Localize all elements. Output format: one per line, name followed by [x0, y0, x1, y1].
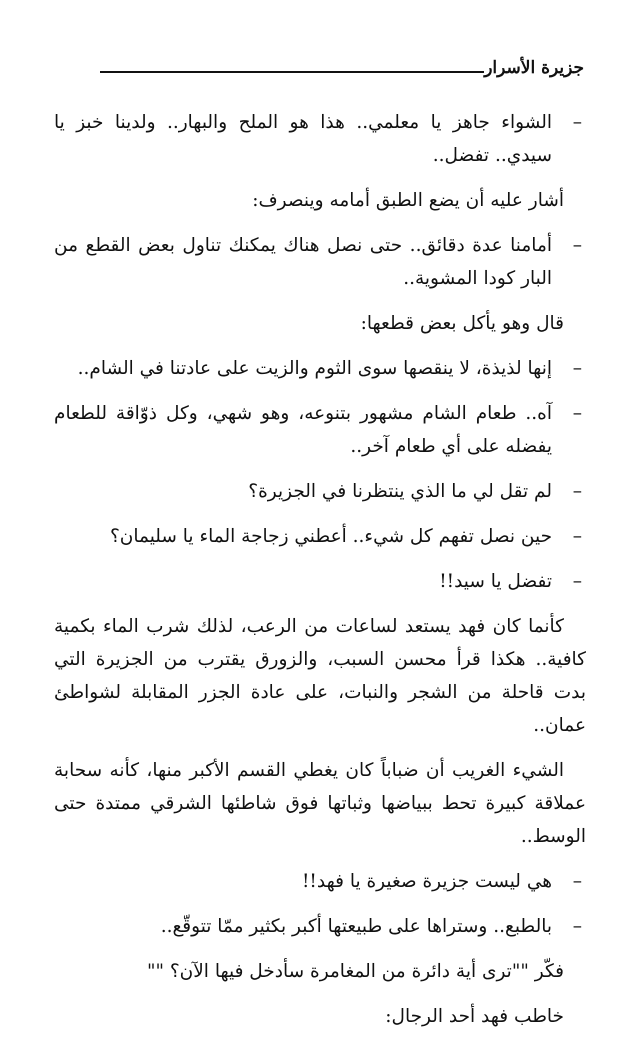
- dialogue-dash: –: [572, 571, 582, 592]
- book-title: جزيرة الأسرار: [484, 58, 584, 78]
- dialogue-line: [54, 865, 586, 898]
- dialogue-dash: –: [572, 358, 582, 379]
- dialogue-dash: –: [572, 871, 582, 892]
- header-rule: [100, 71, 484, 73]
- dialogue-text: بالطبع.. وستراها على طبيعتها أكبر بكثير ممّا تتوقّع..: [160, 916, 552, 937]
- narration-line: أشار عليه أن يضع الطبق أمامه وينصرف:: [252, 190, 564, 211]
- dialogue-text: إنها لذيذة، لا ينقصها سوى الثوم والزيت على عادتنا في الشام..: [77, 358, 552, 379]
- dialogue-dash: –: [572, 112, 582, 133]
- dialogue-text: هي ليست جزيرة صغيرة يا فهد!!: [301, 871, 552, 892]
- dialogue-dash: –: [572, 235, 582, 256]
- narration-line: قال وهو يأكل بعض قطعها:: [360, 313, 564, 334]
- dialogue-line: [54, 565, 586, 598]
- dialogue-line: [54, 475, 586, 508]
- dialogue-dash: –: [572, 526, 582, 547]
- page-body: [54, 106, 586, 1045]
- dialogue-line: [54, 910, 586, 943]
- dialogue-text: أمامنا عدة دقائق.. حتى نصل هناك يمكنك تناول بعض القطع من البار كودا المشوية..: [54, 235, 552, 289]
- dialogue-line: [54, 397, 586, 463]
- narration-line: فكّر ""ترى أية دائرة من المغامرة سأدخل فيها الآن؟ "": [146, 961, 564, 982]
- dialogue-line: [54, 352, 586, 385]
- paragraph: الشيء الغريب أن ضباباً كان يغطي القسم الأكبر منها، كأنه سحابة عملاقة كبيرة تحط ببياضها وثباتها فوق شاطئها الشرقي ممتدة حتى الوسط..: [54, 760, 586, 847]
- dialogue-text: الشواء جاهز يا معلمي.. هذا هو الملح والبهار.. ولدينا خبز يا سيدي.. تفضل..: [54, 112, 552, 166]
- dialogue-text: حين نصل تفهم كل شيء.. أعطني زجاجة الماء يا سليمان؟: [109, 526, 552, 547]
- dialogue-text: لم تقل لي ما الذي ينتظرنا في الجزيرة؟: [248, 481, 552, 502]
- dialogue-dash: –: [572, 403, 582, 424]
- running-header: [100, 58, 584, 88]
- dialogue-text: تفضل يا سيد!!: [439, 571, 552, 592]
- dialogue-dash: –: [572, 916, 582, 937]
- dialogue-line: [54, 106, 586, 172]
- dialogue-line: [54, 229, 586, 295]
- narration-line: خاطب فهد أحد الرجال:: [385, 1006, 564, 1027]
- dialogue-line: [54, 520, 586, 553]
- paragraph: كأنما كان فهد يستعد لساعات من الرعب، لذلك شرب الماء بكمية كافية.. هكذا قرأ محسن السبب، والزورق يقترب من الجزيرة التي بدت قاحلة من الشجر والنبات، على عادة الجزر المقابلة لشواطئ عمان..: [54, 616, 586, 736]
- dialogue-text: آه.. طعام الشام مشهور بتنوعه، وهو شهي، وكل ذوّاقة للطعام يفضله على أي طعام آخر..: [54, 403, 552, 457]
- dialogue-dash: –: [572, 481, 582, 502]
